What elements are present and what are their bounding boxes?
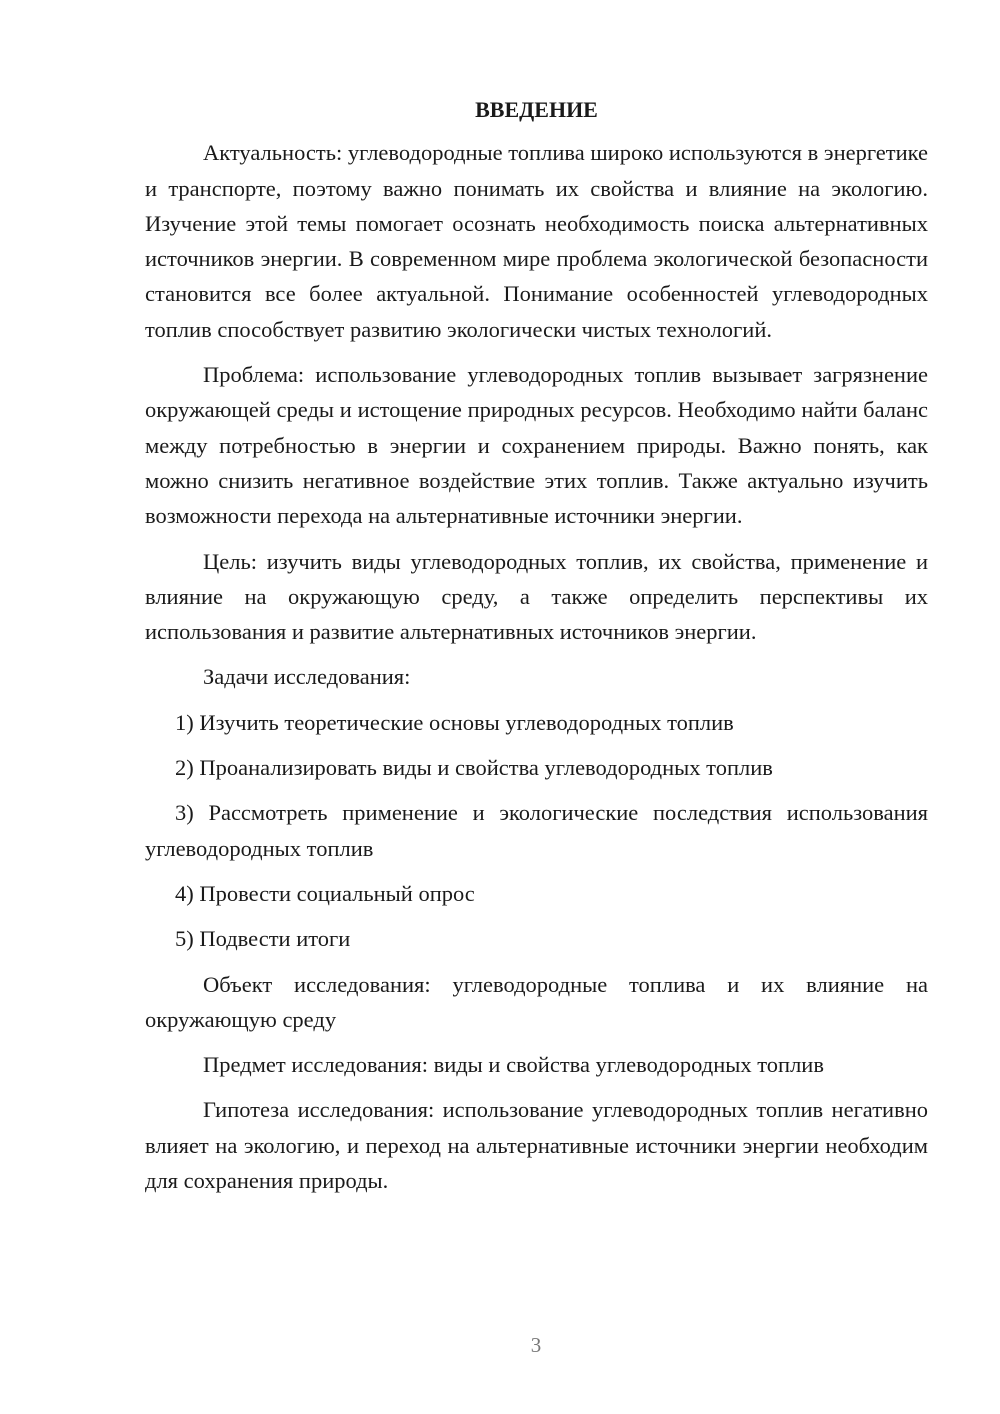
- document-page: [145, 92, 928, 1208]
- list-item: 1) Изучить теоретические основы углеводородных топлив: [175, 709, 734, 735]
- list-item: 3) Рассмотреть применение и экологические последствия использования углеводородных топлив: [145, 800, 928, 861]
- goal-paragraph: Цель: изучить виды углеводородных топлив, их свойства, применение и влияние на окружающую среду, а также определить перспективы их использования и развитие альтернативных источников энергии.: [145, 548, 928, 645]
- list-item: 2) Проанализировать виды и свойства углеводородных топлив: [175, 755, 773, 781]
- object-paragraph: Объект исследования: углеводородные топлива и их влияние на окружающую среду: [145, 971, 928, 1032]
- list-item: 4) Провести социальный опрос: [175, 880, 475, 906]
- hypothesis-paragraph: Гипотеза исследования: использование углеводородных топлив негативно влияет на экологию, и переход на альтернативные источники энергии необходим для сохранения природы.: [145, 1097, 928, 1194]
- tasks-list: [145, 705, 928, 957]
- tasks-heading: Задачи исследования:: [203, 664, 411, 690]
- subject-paragraph: Предмет исследования: виды и свойства углеводородных топлив: [203, 1052, 824, 1078]
- problem-paragraph: Проблема: использование углеводородных топлив вызывает загрязнение окружающей среды и истощение природных ресурсов. Необходимо найти баланс между потребностью в энергии и сохранением природы. Важно понять, как можно снизить негативное воздействие этих топлив. Также актуально изучить возможности перехода на альтернативные источники энергии.: [145, 362, 928, 529]
- relevance-paragraph: Актуальность: углеводородные топлива широко используются в энергетике и транспорте, поэтому важно понимать их свойства и влияние на экологию. Изучение этой темы помогает осознать необходимость поиска альтернативных источников энергии. В современном мире проблема экологической безопасности становится все более актуальной. Понимание особенностей углеводородных топлив способствует развитию экологически чистых технологий.: [145, 140, 928, 342]
- page-title: ВВЕДЕНИЕ: [475, 97, 598, 122]
- list-item: 5) Подвести итоги: [175, 926, 351, 952]
- page-number: 3: [530, 1333, 542, 1357]
